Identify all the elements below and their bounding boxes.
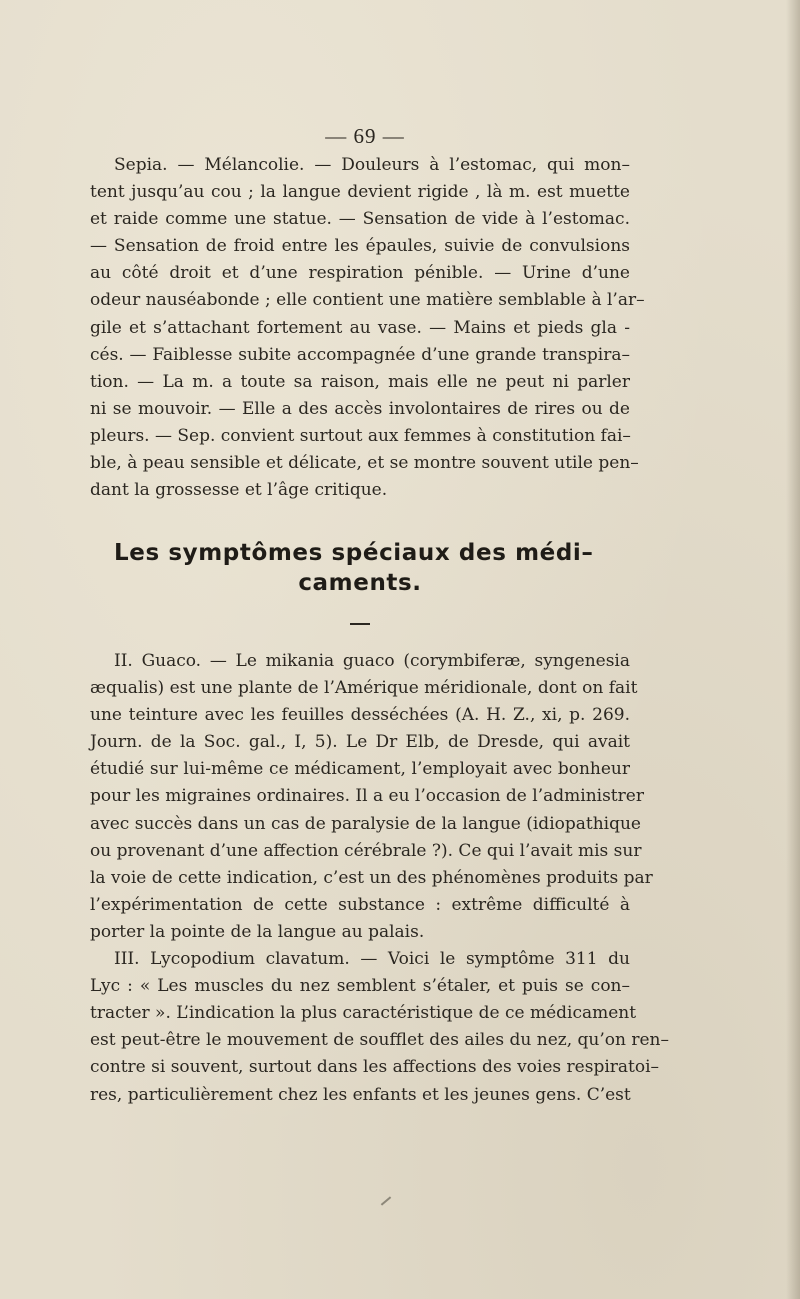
text-line: ou provenant d’une affection cérébrale ?). Ce qui l’avait mis sur xyxy=(90,840,642,861)
page-edge-shadow xyxy=(786,0,800,1299)
text-line: odeur nauséabonde ; elle contient une matière semblable à l’ar– xyxy=(90,290,645,311)
text-line: II. Guaco. — Le mikania guaco (corymbiferæ, syngenesia xyxy=(114,651,630,671)
text-line: tracter ». L’indication la plus caractéristique de ce médicament xyxy=(90,1003,637,1024)
text-line: ni se mouvoir. — Elle a des accès involontaires de rires ou de xyxy=(90,398,630,419)
text-line: cés. — Faiblesse subite accompagnée d’une grande transpira– xyxy=(90,344,630,365)
text-line: pour les migraines ordinaires. Il a eu l’occasion de l’administrer xyxy=(90,786,644,807)
text-line: III. Lycopodium clavatum. — Voici le symptôme 311 du xyxy=(114,949,630,970)
text-line: une teinture avec les feuilles desséchées (A. H. Z., xi, p. 269. xyxy=(90,705,630,726)
text-line: contre si souvent, surtout dans les affections des voies respiratoi– xyxy=(90,1057,660,1078)
heading-line: Les symptômes spéciaux des médi– xyxy=(114,540,594,566)
heading-line: caments. xyxy=(298,570,422,596)
paragraph-sepia xyxy=(90,152,645,504)
text-line: pleurs. — Sep. convient surtout aux femmes à constitution fai– xyxy=(90,425,631,446)
text-line: Lyc : « Les muscles du nez semblent s’étaler, et puis se con– xyxy=(90,976,630,997)
text-line: res, particulièrement chez les enfants et les jeunes gens. C’est xyxy=(90,1084,631,1105)
text-line: tent jusqu’au cou ; la langue devient rigide , là m. est muette xyxy=(90,182,630,203)
text-line: ble, à peau sensible et délicate, et se montre souvent utile pen– xyxy=(90,453,639,474)
text-line: est peut-être le mouvement de soufflet des ailes du nez, qu’on ren– xyxy=(90,1030,670,1051)
separator-dash xyxy=(350,623,370,625)
text-line: avec succès dans un cas de paralysie de la langue (idiopathique xyxy=(90,813,641,834)
text-line: l’expérimentation de cette substance : extrême difficulté à xyxy=(90,894,630,915)
text-line: porter la pointe de la langue au palais. xyxy=(90,921,425,942)
ink-mark xyxy=(381,1196,391,1205)
text-line: gile et s’attachant fortement au vase. — Mains et pieds gla - xyxy=(90,317,630,338)
text-line: au côté droit et d’une respiration pénible. — Urine d’une xyxy=(90,263,630,284)
paragraph-guaco xyxy=(90,648,670,1109)
section-heading xyxy=(90,538,635,598)
text-line: Sepia. — Mélancolie. — Douleurs à l’estomac, qui mon– xyxy=(114,155,630,175)
text-line: la voie de cette indication, c’est un des phénomènes produits par xyxy=(90,867,653,888)
text-line: Journ. de la Soc. gal., I, 5). Le Dr Elb, de Dresde, qui avait xyxy=(90,732,630,753)
text-line: æqualis) est une plante de l’Amérique méridionale, dont on fait xyxy=(90,678,638,699)
text-line: — Sensation de froid entre les épaules, suivie de convulsions xyxy=(90,236,630,257)
text-line: étudié sur lui-même ce médicament, l’employait avec bonheur xyxy=(90,759,630,780)
text-line: dant la grossesse et l’âge critique. xyxy=(90,480,388,501)
text-line: et raide comme une statue. — Sensation de vide à l’estomac. xyxy=(90,209,630,230)
page-number: — 69 — xyxy=(325,124,405,148)
text-line: tion. — La m. a toute sa raison, mais elle ne peut ni parler xyxy=(90,371,630,392)
